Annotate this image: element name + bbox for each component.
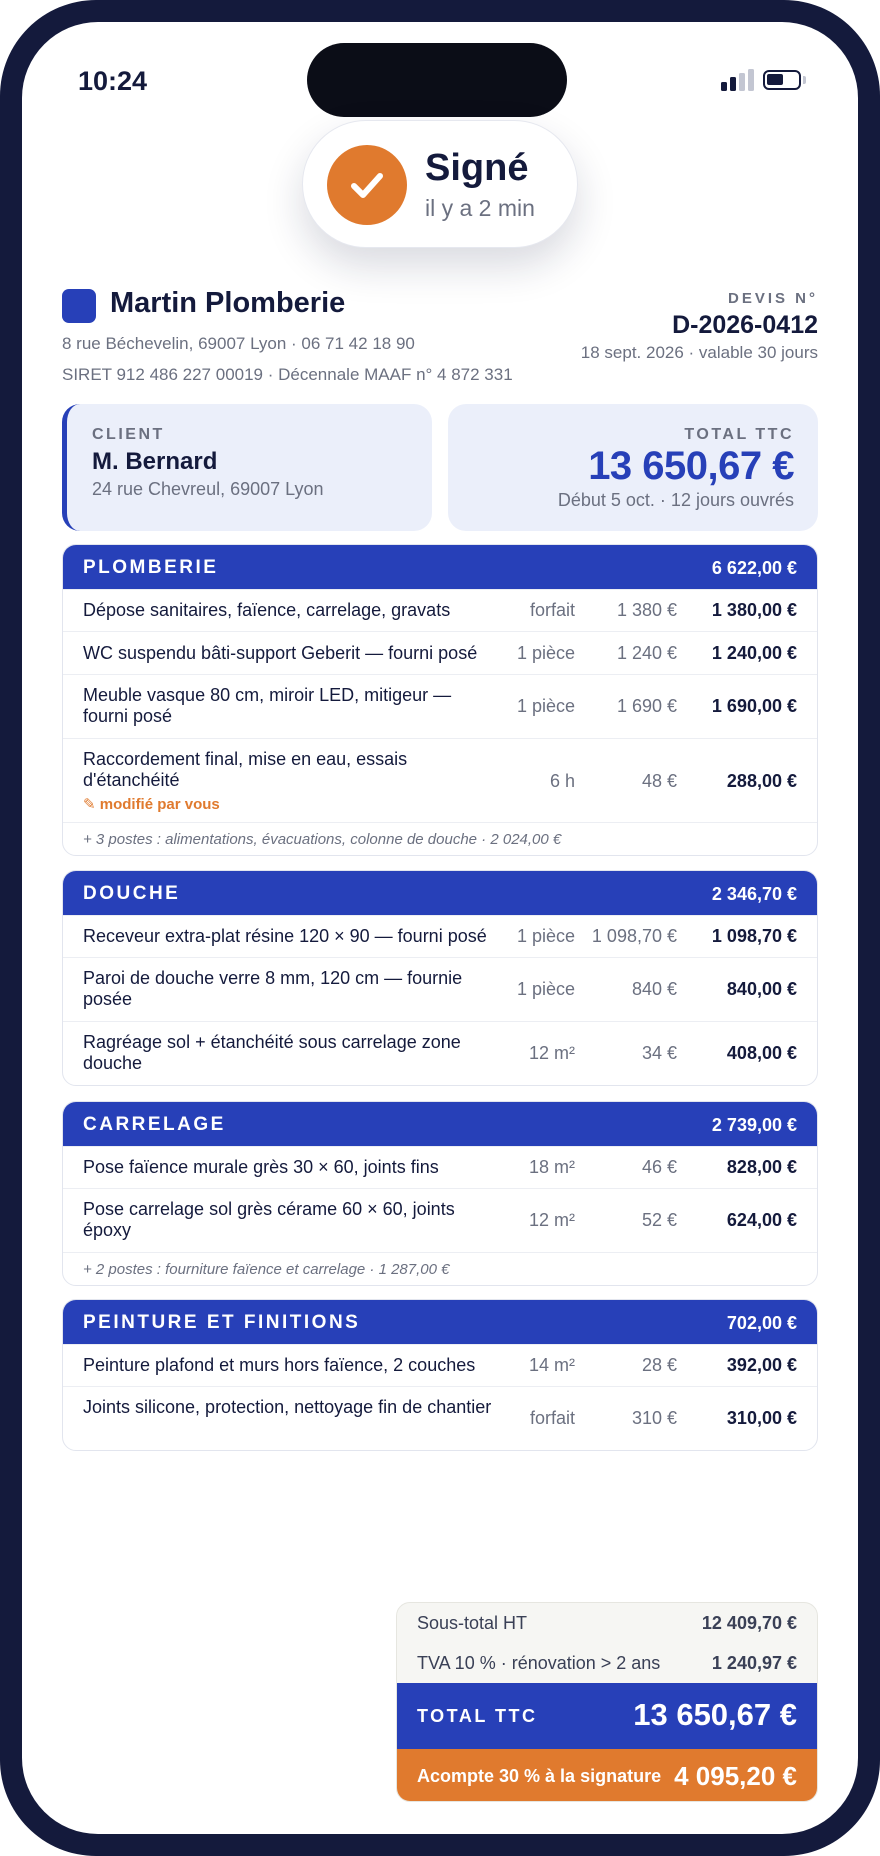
screen: [22, 22, 858, 1834]
vat-label: TVA 10 % · rénovation > 2 ans: [417, 1653, 661, 1673]
status-time: 10:24: [78, 66, 148, 96]
company-logo: [62, 289, 96, 323]
item-total: 1 380,00 €: [711, 600, 797, 620]
section-footer[interactable]: [63, 1252, 817, 1285]
line-item[interactable]: [63, 589, 817, 631]
line-item[interactable]: [63, 1386, 817, 1450]
line-item[interactable]: [63, 1188, 817, 1252]
quote-label: DEVIS N°: [727, 290, 818, 307]
item-unit-price: 34 €: [641, 1043, 677, 1063]
item-total: 1 240,00 €: [711, 643, 797, 663]
item-description: Receveur extra-plat résine 120 × 90 — fourni posé: [83, 926, 487, 946]
item-description: Joints silicone, protection, nettoyage fin de chantier: [83, 1397, 492, 1417]
item-quantity: 6 h: [549, 771, 575, 791]
client-name: M. Bernard: [92, 448, 218, 475]
signed-status-pill: [302, 120, 578, 248]
total-label: TOTAL TTC: [684, 426, 794, 443]
total-amount: 13 650,67 €: [588, 444, 794, 488]
line-item[interactable]: [63, 631, 817, 674]
vat-line: [397, 1643, 817, 1683]
section-header: [63, 1300, 817, 1344]
item-description: Pose carrelage sol grès cérame 60 × 60, joints époxy: [83, 1199, 455, 1240]
item-total: 1 098,70 €: [711, 926, 797, 946]
subtotal-label: Sous-total HT: [417, 1613, 528, 1633]
company-name: Martin Plomberie: [110, 287, 346, 319]
company-address: 8 rue Béchevelin, 69007 Lyon · 06 71 42 18 90: [62, 334, 415, 353]
client-address: 24 rue Chevreul, 69007 Lyon: [92, 479, 324, 499]
section-header: [63, 871, 817, 915]
quote-number: D-2026-0412: [672, 311, 818, 339]
item-description: Dépose sanitaires, faïence, carrelage, gravats: [83, 600, 451, 620]
subtotal-line: [397, 1603, 817, 1643]
cellular-signal-icon: [721, 69, 753, 91]
item-unit-price: 1 098,70 €: [591, 926, 677, 946]
item-quantity: 18 m²: [528, 1157, 575, 1177]
item-unit-price: 1 690 €: [616, 696, 677, 716]
line-item[interactable]: [63, 1344, 817, 1386]
deposit-line: [397, 1749, 817, 1802]
section-total: 2 739,00 €: [711, 1115, 797, 1135]
item-total: 1 690,00 €: [711, 696, 797, 716]
item-unit-price: 28 €: [641, 1355, 677, 1375]
item-quantity: 1 pièce: [516, 696, 575, 716]
item-quantity: 1 pièce: [516, 643, 575, 663]
totals-box: [396, 1602, 818, 1802]
item-quantity: 14 m²: [528, 1355, 575, 1375]
modified-note: ✎ modifié par vous: [83, 796, 220, 813]
item-description: Meuble vasque 80 cm, miroir LED, mitigeur — fourni posé: [83, 685, 452, 726]
item-description: Raccordement final, mise en eau, essais d'étanchéité: [83, 749, 408, 790]
item-unit-price: 1 380 €: [616, 600, 677, 620]
item-description: Ragréage sol + étanchéité sous carrelage zone douche: [83, 1032, 461, 1073]
item-description: Paroi de douche verre 8 mm, 120 cm — fournie posée: [83, 968, 463, 1009]
item-total: 288,00 €: [726, 771, 797, 791]
line-item[interactable]: [63, 1146, 817, 1188]
item-unit-price: 310 €: [631, 1408, 677, 1428]
signed-title: Signé: [425, 147, 529, 189]
item-total: 392,00 €: [726, 1355, 797, 1375]
item-quantity: 12 m²: [528, 1210, 575, 1230]
more-items-note: + 3 postes : alimentations, évacuations, colonne de douche · 2 024,00 €: [83, 831, 562, 848]
item-description: WC suspendu bâti-support Geberit — fourni posé: [83, 643, 478, 663]
line-item[interactable]: [63, 674, 817, 738]
section-total: 702,00 €: [726, 1313, 797, 1333]
section-title: CARRELAGE: [83, 1114, 226, 1135]
signed-time: il y a 2 min: [425, 195, 535, 221]
section-header: [63, 545, 817, 589]
line-item[interactable]: [63, 738, 817, 822]
line-item[interactable]: [63, 1021, 817, 1085]
item-total: 408,00 €: [726, 1043, 797, 1063]
start-date: Début 5 oct. · 12 jours ouvrés: [557, 490, 794, 510]
checkmark-icon: [327, 145, 407, 225]
section-title: DOUCHE: [83, 883, 181, 904]
item-quantity: forfait: [529, 600, 575, 620]
item-unit-price: 1 240 €: [616, 643, 677, 663]
section-title: PLOMBERIE: [83, 557, 219, 578]
client-card: [62, 404, 432, 531]
vat-value: 1 240,97 €: [711, 1653, 797, 1673]
line-item[interactable]: [63, 915, 817, 957]
grand-total-label: TOTAL TTC: [417, 1706, 538, 1726]
item-quantity: 1 pièce: [516, 979, 575, 999]
section-carrelage: [62, 1101, 818, 1286]
section-peinture: [62, 1299, 818, 1451]
battery-icon: [763, 70, 801, 90]
item-total: 840,00 €: [726, 979, 797, 999]
line-item[interactable]: [63, 957, 817, 1021]
more-items-note: + 2 postes : fourniture faïence et carrelage · 1 287,00 €: [83, 1261, 450, 1278]
deposit-value: 4 095,20 €: [674, 1761, 797, 1791]
item-unit-price: 52 €: [641, 1210, 677, 1230]
item-total: 310,00 €: [726, 1408, 797, 1428]
item-quantity: 1 pièce: [516, 926, 575, 946]
section-total: 6 622,00 €: [711, 558, 797, 578]
item-total: 828,00 €: [726, 1157, 797, 1177]
item-unit-price: 840 €: [631, 979, 677, 999]
section-total: 2 346,70 €: [711, 884, 797, 904]
item-unit-price: 48 €: [641, 771, 677, 791]
item-unit-price: 46 €: [641, 1157, 677, 1177]
grand-total-value: 13 650,67 €: [633, 1697, 797, 1732]
total-card: [448, 404, 818, 531]
section-footer[interactable]: [63, 822, 817, 855]
section-title: PEINTURE ET FINITIONS: [83, 1312, 361, 1333]
subtotal-value: 12 409,70 €: [701, 1613, 797, 1633]
grand-total-line: [397, 1683, 817, 1749]
item-description: Peinture plafond et murs hors faïence, 2 couches: [83, 1355, 476, 1375]
item-quantity: forfait: [529, 1408, 575, 1428]
section-header: [63, 1102, 817, 1146]
dynamic-island: [307, 43, 567, 117]
deposit-label: Acompte 30 % à la signature: [417, 1766, 662, 1786]
section-plomberie: [62, 544, 818, 856]
company-legal: SIRET 912 486 227 00019 · Décennale MAAF n° 4 872 331: [62, 365, 513, 384]
quote-date: 18 sept. 2026 · valable 30 jours: [580, 343, 818, 362]
section-douche: [62, 870, 818, 1086]
client-label: CLIENT: [92, 426, 165, 443]
item-description: Pose faïence murale grès 30 × 60, joints fins: [83, 1157, 439, 1177]
item-total: 624,00 €: [726, 1210, 797, 1230]
item-quantity: 12 m²: [528, 1043, 575, 1063]
